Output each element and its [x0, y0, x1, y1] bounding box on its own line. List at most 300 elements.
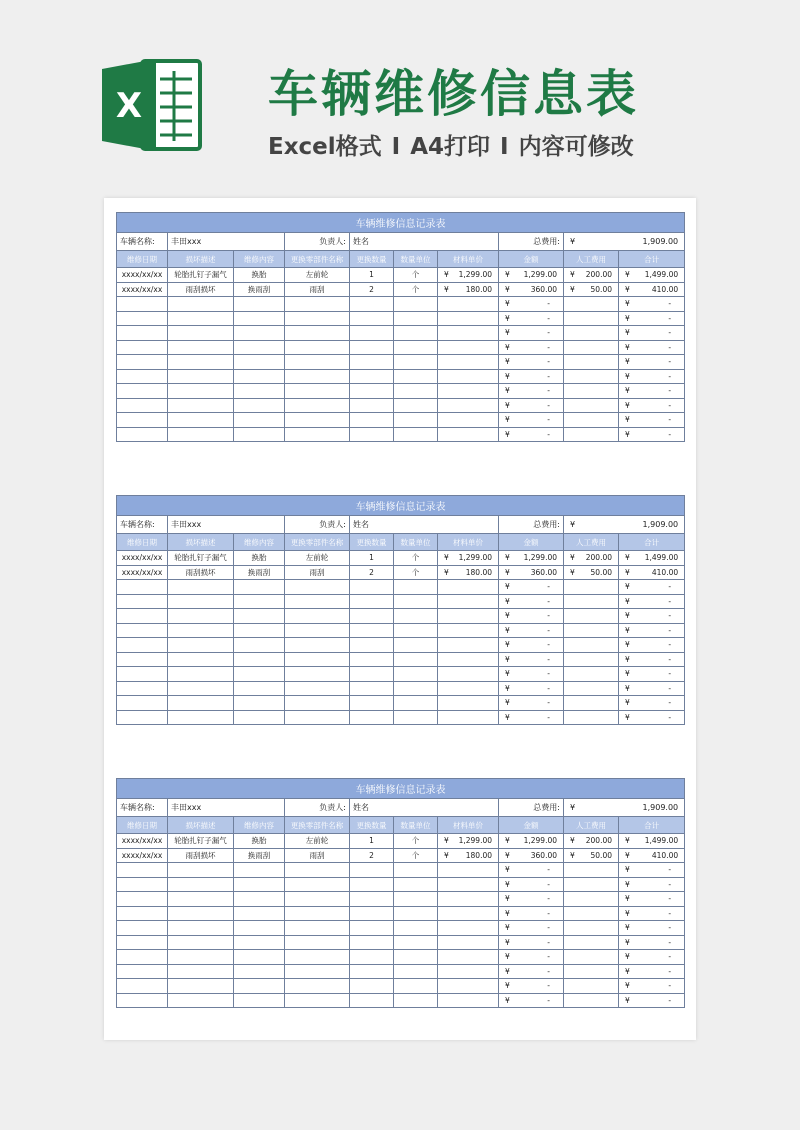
table-cell[interactable]	[168, 594, 234, 609]
table-cell[interactable]	[499, 993, 564, 1008]
table-cell[interactable]	[564, 398, 619, 413]
table-cell[interactable]	[394, 340, 438, 355]
table-cell[interactable]	[564, 427, 619, 442]
table-cell[interactable]	[234, 964, 285, 979]
table-cell[interactable]	[438, 906, 499, 921]
table-cell[interactable]: xxxx/xx/xx	[117, 848, 168, 863]
table-cell[interactable]	[619, 623, 685, 638]
table-cell[interactable]	[234, 667, 285, 682]
table-cell[interactable]	[438, 848, 499, 863]
table-cell[interactable]	[117, 398, 168, 413]
table-cell[interactable]	[117, 580, 168, 595]
table-cell[interactable]	[117, 906, 168, 921]
table-cell[interactable]	[438, 935, 499, 950]
table-cell[interactable]	[117, 667, 168, 682]
table-cell[interactable]	[168, 696, 234, 711]
table-cell[interactable]	[394, 892, 438, 907]
table-cell[interactable]	[564, 594, 619, 609]
table-cell[interactable]: 换雨刮	[234, 565, 285, 580]
table-cell[interactable]	[438, 652, 499, 667]
table-cell[interactable]	[350, 681, 394, 696]
table-cell[interactable]	[499, 609, 564, 624]
table-cell[interactable]	[499, 834, 564, 849]
table-cell[interactable]	[234, 921, 285, 936]
table-cell[interactable]	[619, 609, 685, 624]
table-cell[interactable]	[234, 340, 285, 355]
table-cell[interactable]	[619, 681, 685, 696]
table-cell[interactable]	[350, 964, 394, 979]
table-cell[interactable]	[394, 413, 438, 428]
table-cell[interactable]: 换胎	[234, 268, 285, 283]
table-cell[interactable]: 雨刮损坏	[168, 282, 234, 297]
table-cell[interactable]	[285, 427, 350, 442]
table-cell[interactable]	[394, 993, 438, 1008]
table-cell[interactable]	[168, 340, 234, 355]
table-cell[interactable]	[234, 355, 285, 370]
table-cell[interactable]: xxxx/xx/xx	[117, 282, 168, 297]
table-cell[interactable]	[564, 268, 619, 283]
table-cell[interactable]	[394, 427, 438, 442]
table-cell[interactable]	[285, 877, 350, 892]
table-cell[interactable]	[394, 935, 438, 950]
vehicle-value[interactable]: 丰田xxx	[168, 799, 285, 817]
table-cell[interactable]: 2	[350, 848, 394, 863]
table-cell[interactable]	[499, 652, 564, 667]
table-cell[interactable]	[438, 834, 499, 849]
table-cell[interactable]	[234, 369, 285, 384]
total-value-cell[interactable]	[564, 233, 685, 251]
table-cell[interactable]	[285, 652, 350, 667]
table-cell[interactable]	[438, 565, 499, 580]
table-cell[interactable]	[285, 594, 350, 609]
table-cell[interactable]	[438, 993, 499, 1008]
table-cell[interactable]	[168, 311, 234, 326]
table-cell[interactable]	[499, 268, 564, 283]
table-cell[interactable]	[394, 594, 438, 609]
table-cell[interactable]	[564, 565, 619, 580]
table-cell[interactable]	[619, 340, 685, 355]
table-cell[interactable]	[117, 979, 168, 994]
table-cell[interactable]	[285, 921, 350, 936]
table-cell[interactable]: 雨刮	[285, 282, 350, 297]
table-cell[interactable]	[499, 369, 564, 384]
table-cell[interactable]: 换雨刮	[234, 848, 285, 863]
table-cell[interactable]	[234, 623, 285, 638]
table-cell[interactable]	[168, 906, 234, 921]
table-cell[interactable]	[350, 935, 394, 950]
table-cell[interactable]	[438, 297, 499, 312]
table-cell[interactable]	[234, 594, 285, 609]
table-cell[interactable]	[499, 551, 564, 566]
table-cell[interactable]	[168, 652, 234, 667]
table-cell[interactable]	[350, 427, 394, 442]
table-cell[interactable]	[564, 877, 619, 892]
table-cell[interactable]	[350, 667, 394, 682]
table-cell[interactable]: 轮胎扎钉子漏气	[168, 268, 234, 283]
table-cell[interactable]	[350, 311, 394, 326]
table-cell[interactable]: 2	[350, 282, 394, 297]
table-cell[interactable]	[350, 877, 394, 892]
table-cell[interactable]	[619, 268, 685, 283]
table-cell[interactable]	[438, 921, 499, 936]
table-cell[interactable]	[619, 326, 685, 341]
table-cell[interactable]	[564, 710, 619, 725]
table-cell[interactable]: 个	[394, 551, 438, 566]
table-cell[interactable]	[564, 935, 619, 950]
table-cell[interactable]	[117, 623, 168, 638]
table-cell[interactable]	[499, 638, 564, 653]
table-cell[interactable]	[619, 667, 685, 682]
table-cell[interactable]	[285, 369, 350, 384]
table-cell[interactable]	[117, 696, 168, 711]
table-cell[interactable]	[350, 326, 394, 341]
table-cell[interactable]	[438, 268, 499, 283]
table-cell[interactable]	[394, 297, 438, 312]
table-cell[interactable]	[438, 950, 499, 965]
table-cell[interactable]	[350, 355, 394, 370]
vehicle-value[interactable]: 丰田xxx	[168, 233, 285, 251]
table-cell[interactable]	[285, 935, 350, 950]
table-cell[interactable]	[564, 311, 619, 326]
table-cell[interactable]	[234, 877, 285, 892]
table-cell[interactable]	[564, 580, 619, 595]
table-cell[interactable]	[117, 297, 168, 312]
table-cell[interactable]: 个	[394, 834, 438, 849]
table-cell[interactable]	[350, 384, 394, 399]
table-cell[interactable]	[117, 863, 168, 878]
table-cell[interactable]	[350, 652, 394, 667]
table-cell[interactable]	[285, 950, 350, 965]
table-cell[interactable]	[394, 877, 438, 892]
table-cell[interactable]	[168, 892, 234, 907]
table-cell[interactable]	[564, 326, 619, 341]
table-cell[interactable]	[350, 921, 394, 936]
table-cell[interactable]: 雨刮	[285, 848, 350, 863]
table-cell[interactable]: xxxx/xx/xx	[117, 834, 168, 849]
table-cell[interactable]	[619, 935, 685, 950]
table-cell[interactable]	[499, 681, 564, 696]
table-cell[interactable]	[619, 565, 685, 580]
table-cell[interactable]	[619, 580, 685, 595]
table-cell[interactable]	[438, 580, 499, 595]
table-cell[interactable]	[438, 696, 499, 711]
table-cell[interactable]	[168, 935, 234, 950]
table-cell[interactable]	[438, 594, 499, 609]
table-cell[interactable]	[438, 340, 499, 355]
table-cell[interactable]	[438, 892, 499, 907]
table-cell[interactable]	[499, 935, 564, 950]
table-cell[interactable]	[234, 311, 285, 326]
table-cell[interactable]	[350, 580, 394, 595]
table-cell[interactable]	[168, 369, 234, 384]
table-cell[interactable]	[117, 413, 168, 428]
table-cell[interactable]	[619, 863, 685, 878]
table-cell[interactable]	[619, 906, 685, 921]
table-cell[interactable]	[564, 297, 619, 312]
table-cell[interactable]	[564, 413, 619, 428]
total-value-cell[interactable]	[564, 799, 685, 817]
table-cell[interactable]	[394, 906, 438, 921]
table-cell[interactable]	[285, 681, 350, 696]
table-cell[interactable]	[168, 297, 234, 312]
table-cell[interactable]	[350, 863, 394, 878]
table-cell[interactable]	[499, 950, 564, 965]
table-cell[interactable]	[438, 623, 499, 638]
table-cell[interactable]	[499, 848, 564, 863]
table-cell[interactable]	[117, 384, 168, 399]
table-cell[interactable]	[564, 950, 619, 965]
person-value[interactable]: 姓名	[350, 233, 499, 251]
table-cell[interactable]	[564, 964, 619, 979]
table-cell[interactable]	[499, 282, 564, 297]
table-cell[interactable]	[117, 594, 168, 609]
table-cell[interactable]	[234, 906, 285, 921]
table-cell[interactable]	[234, 950, 285, 965]
table-cell[interactable]	[438, 326, 499, 341]
table-cell[interactable]	[438, 427, 499, 442]
table-cell[interactable]	[394, 369, 438, 384]
table-cell[interactable]	[499, 311, 564, 326]
table-cell[interactable]	[234, 935, 285, 950]
table-cell[interactable]	[564, 979, 619, 994]
table-cell[interactable]: 个	[394, 848, 438, 863]
table-cell[interactable]	[168, 964, 234, 979]
table-cell[interactable]	[168, 413, 234, 428]
table-cell[interactable]: 轮胎扎钉子漏气	[168, 834, 234, 849]
table-cell[interactable]	[564, 834, 619, 849]
table-cell[interactable]	[438, 979, 499, 994]
table-cell[interactable]	[168, 609, 234, 624]
person-value[interactable]: 姓名	[350, 799, 499, 817]
table-cell[interactable]	[499, 580, 564, 595]
table-cell[interactable]	[117, 921, 168, 936]
table-cell[interactable]	[619, 848, 685, 863]
table-cell[interactable]	[350, 906, 394, 921]
table-cell[interactable]	[564, 863, 619, 878]
table-cell[interactable]	[234, 609, 285, 624]
table-cell[interactable]	[117, 638, 168, 653]
table-cell[interactable]: 左前轮	[285, 268, 350, 283]
table-cell[interactable]	[168, 398, 234, 413]
table-cell[interactable]	[350, 297, 394, 312]
table-cell[interactable]	[394, 964, 438, 979]
table-cell[interactable]	[168, 979, 234, 994]
table-cell[interactable]	[168, 667, 234, 682]
table-cell[interactable]: 左前轮	[285, 834, 350, 849]
table-cell[interactable]	[234, 638, 285, 653]
table-cell[interactable]	[564, 384, 619, 399]
table-cell[interactable]	[234, 681, 285, 696]
table-cell[interactable]	[394, 623, 438, 638]
table-cell[interactable]	[168, 384, 234, 399]
table-cell[interactable]	[117, 950, 168, 965]
table-cell[interactable]	[438, 710, 499, 725]
table-cell[interactable]	[438, 667, 499, 682]
table-cell[interactable]	[438, 282, 499, 297]
table-cell[interactable]	[394, 696, 438, 711]
table-cell[interactable]: 1	[350, 834, 394, 849]
table-cell[interactable]	[234, 580, 285, 595]
table-cell[interactable]	[350, 638, 394, 653]
table-cell[interactable]	[285, 326, 350, 341]
table-cell[interactable]	[619, 877, 685, 892]
table-cell[interactable]	[438, 681, 499, 696]
table-cell[interactable]	[619, 355, 685, 370]
table-cell[interactable]	[619, 384, 685, 399]
table-cell[interactable]	[285, 398, 350, 413]
table-cell[interactable]	[394, 652, 438, 667]
table-cell[interactable]	[499, 863, 564, 878]
table-cell[interactable]	[117, 964, 168, 979]
table-cell[interactable]	[234, 892, 285, 907]
table-cell[interactable]	[394, 921, 438, 936]
table-cell[interactable]	[499, 326, 564, 341]
table-cell[interactable]	[619, 282, 685, 297]
table-cell[interactable]	[285, 979, 350, 994]
table-cell[interactable]	[564, 921, 619, 936]
table-cell[interactable]	[619, 979, 685, 994]
table-cell[interactable]	[394, 710, 438, 725]
table-cell[interactable]	[499, 413, 564, 428]
table-cell[interactable]: 换胎	[234, 834, 285, 849]
table-cell[interactable]	[234, 979, 285, 994]
table-cell[interactable]	[499, 594, 564, 609]
table-cell[interactable]	[564, 906, 619, 921]
table-cell[interactable]	[350, 623, 394, 638]
table-cell[interactable]	[350, 398, 394, 413]
table-cell[interactable]	[285, 340, 350, 355]
table-cell[interactable]: 换胎	[234, 551, 285, 566]
table-cell[interactable]	[499, 979, 564, 994]
table-cell[interactable]	[438, 551, 499, 566]
table-cell[interactable]	[234, 696, 285, 711]
table-cell[interactable]	[619, 993, 685, 1008]
vehicle-value[interactable]: 丰田xxx	[168, 516, 285, 534]
table-cell[interactable]	[117, 340, 168, 355]
table-cell[interactable]	[234, 652, 285, 667]
table-cell[interactable]	[350, 340, 394, 355]
table-cell[interactable]	[350, 696, 394, 711]
table-cell[interactable]	[168, 863, 234, 878]
table-cell[interactable]	[564, 369, 619, 384]
table-cell[interactable]: 2	[350, 565, 394, 580]
table-cell[interactable]	[619, 369, 685, 384]
table-cell[interactable]	[168, 950, 234, 965]
table-cell[interactable]	[619, 964, 685, 979]
table-cell[interactable]	[619, 921, 685, 936]
table-cell[interactable]	[499, 906, 564, 921]
table-cell[interactable]: 换雨刮	[234, 282, 285, 297]
table-cell[interactable]	[285, 964, 350, 979]
table-cell[interactable]	[117, 681, 168, 696]
table-cell[interactable]	[619, 638, 685, 653]
table-cell[interactable]	[285, 609, 350, 624]
table-cell[interactable]	[619, 311, 685, 326]
table-cell[interactable]	[234, 413, 285, 428]
table-cell[interactable]	[438, 638, 499, 653]
total-value-cell[interactable]	[564, 516, 685, 534]
table-cell[interactable]	[394, 580, 438, 595]
table-cell[interactable]: xxxx/xx/xx	[117, 565, 168, 580]
table-cell[interactable]	[564, 848, 619, 863]
table-cell[interactable]	[619, 413, 685, 428]
table-cell[interactable]	[619, 398, 685, 413]
table-cell[interactable]	[117, 652, 168, 667]
table-cell[interactable]	[499, 667, 564, 682]
table-cell[interactable]	[117, 311, 168, 326]
table-cell[interactable]	[394, 326, 438, 341]
table-cell[interactable]	[285, 892, 350, 907]
table-cell[interactable]	[438, 355, 499, 370]
table-cell[interactable]	[438, 413, 499, 428]
table-cell[interactable]	[438, 964, 499, 979]
table-cell[interactable]	[499, 921, 564, 936]
table-cell[interactable]	[564, 652, 619, 667]
table-cell[interactable]	[499, 710, 564, 725]
table-cell[interactable]	[168, 326, 234, 341]
table-cell[interactable]	[117, 993, 168, 1008]
table-cell[interactable]	[117, 892, 168, 907]
table-cell[interactable]	[564, 681, 619, 696]
table-cell[interactable]	[564, 892, 619, 907]
table-cell[interactable]	[438, 311, 499, 326]
table-cell[interactable]	[394, 667, 438, 682]
table-cell[interactable]	[234, 710, 285, 725]
table-cell[interactable]	[499, 398, 564, 413]
table-cell[interactable]: 左前轮	[285, 551, 350, 566]
table-cell[interactable]	[285, 413, 350, 428]
table-cell[interactable]	[168, 877, 234, 892]
table-cell[interactable]	[285, 355, 350, 370]
table-cell[interactable]	[564, 993, 619, 1008]
table-cell[interactable]	[619, 594, 685, 609]
table-cell[interactable]	[350, 710, 394, 725]
table-cell[interactable]	[168, 638, 234, 653]
table-cell[interactable]	[619, 652, 685, 667]
table-cell[interactable]	[285, 311, 350, 326]
table-cell[interactable]	[168, 580, 234, 595]
table-cell[interactable]	[564, 340, 619, 355]
table-cell[interactable]	[438, 384, 499, 399]
table-cell[interactable]	[438, 369, 499, 384]
table-cell[interactable]	[285, 638, 350, 653]
table-cell[interactable]	[117, 877, 168, 892]
table-cell[interactable]	[564, 623, 619, 638]
table-cell[interactable]	[285, 696, 350, 711]
table-cell[interactable]	[234, 384, 285, 399]
table-cell[interactable]: 个	[394, 268, 438, 283]
table-cell[interactable]	[350, 892, 394, 907]
table-cell[interactable]	[619, 551, 685, 566]
table-cell[interactable]: 1	[350, 551, 394, 566]
table-cell[interactable]	[619, 710, 685, 725]
table-cell[interactable]	[499, 565, 564, 580]
table-cell[interactable]	[394, 979, 438, 994]
table-cell[interactable]	[350, 979, 394, 994]
table-cell[interactable]	[438, 863, 499, 878]
table-cell[interactable]	[234, 326, 285, 341]
table-cell[interactable]	[234, 297, 285, 312]
table-cell[interactable]	[499, 427, 564, 442]
table-cell[interactable]	[117, 326, 168, 341]
table-cell[interactable]	[350, 369, 394, 384]
table-cell[interactable]	[168, 427, 234, 442]
person-value[interactable]: 姓名	[350, 516, 499, 534]
table-cell[interactable]	[117, 427, 168, 442]
table-cell[interactable]	[499, 623, 564, 638]
table-cell[interactable]	[564, 551, 619, 566]
table-cell[interactable]	[168, 623, 234, 638]
